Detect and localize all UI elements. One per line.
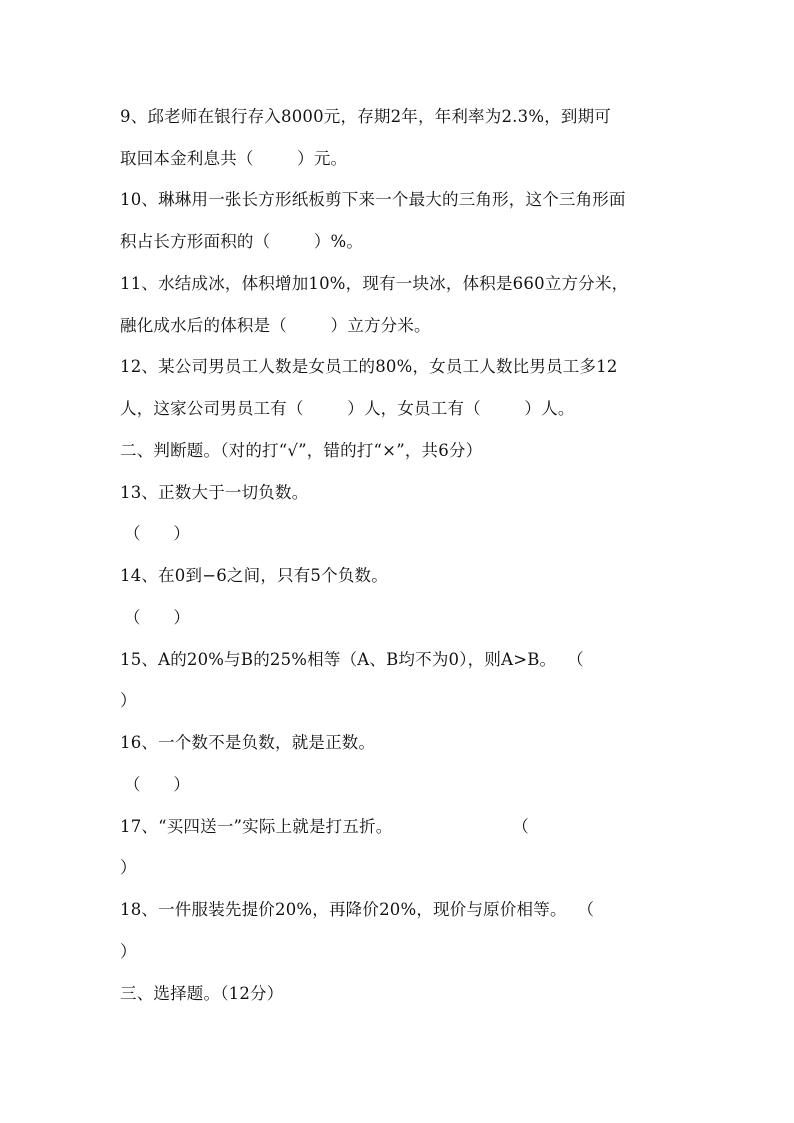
question-12-line-1: 12、某公司男员工人数是女员工的80%，女员工人数比男员工多12 bbox=[120, 357, 618, 376]
section-2-heading: 二、判断题。（对的打“√”，错的打“×”，共6分） bbox=[120, 441, 483, 460]
question-15-answer-close: ） bbox=[120, 691, 137, 710]
question-15-text: 15、A的20%与B的25%相等（A、B均不为0），则A>B。 （ bbox=[120, 650, 584, 669]
question-16-text: 16、一个数不是负数，就是正数。 bbox=[120, 733, 376, 752]
question-12-line-2: 人，这家公司男员工有（ ）人，女员工有（ ）人。 bbox=[120, 399, 575, 418]
section-3-heading: 三、选择题。（12分） bbox=[120, 984, 284, 1003]
question-10-line-1: 10、琳琳用一张长方形纸板剪下来一个最大的三角形，这个三角形面 bbox=[120, 190, 626, 209]
question-17-answer-close: ） bbox=[120, 858, 137, 877]
question-16-answer-parens: （ ） bbox=[124, 775, 191, 794]
question-14-text: 14、在0到−6之间，只有5个负数。 bbox=[120, 566, 388, 585]
question-11-line-1: 11、水结成冰，体积增加10%，现有一块冰，体积是660立方分米， bbox=[120, 274, 629, 293]
question-13-answer-parens: （ ） bbox=[124, 524, 191, 543]
question-13-text: 13、正数大于一切负数。 bbox=[120, 483, 309, 502]
question-11-line-2: 融化成水后的体积是（ ）立方分米。 bbox=[120, 316, 431, 335]
question-9-line-2: 取回本金利息共（ ）元。 bbox=[120, 149, 348, 168]
question-17-text: 17、“买四送一”实际上就是打五折。 （ bbox=[120, 817, 529, 836]
question-10-line-2: 积占长方形面积的（ ）%。 bbox=[120, 232, 364, 251]
question-18-text: 18、一件服装先提价20%，再降价20%，现价与原价相等。 （ bbox=[120, 900, 595, 919]
question-18-answer-close: ） bbox=[120, 942, 137, 961]
question-14-answer-parens: （ ） bbox=[124, 608, 191, 627]
question-9-line-1: 9、邱老师在银行存入8000元，存期2年，年利率为2.3%，到期可 bbox=[120, 107, 612, 126]
